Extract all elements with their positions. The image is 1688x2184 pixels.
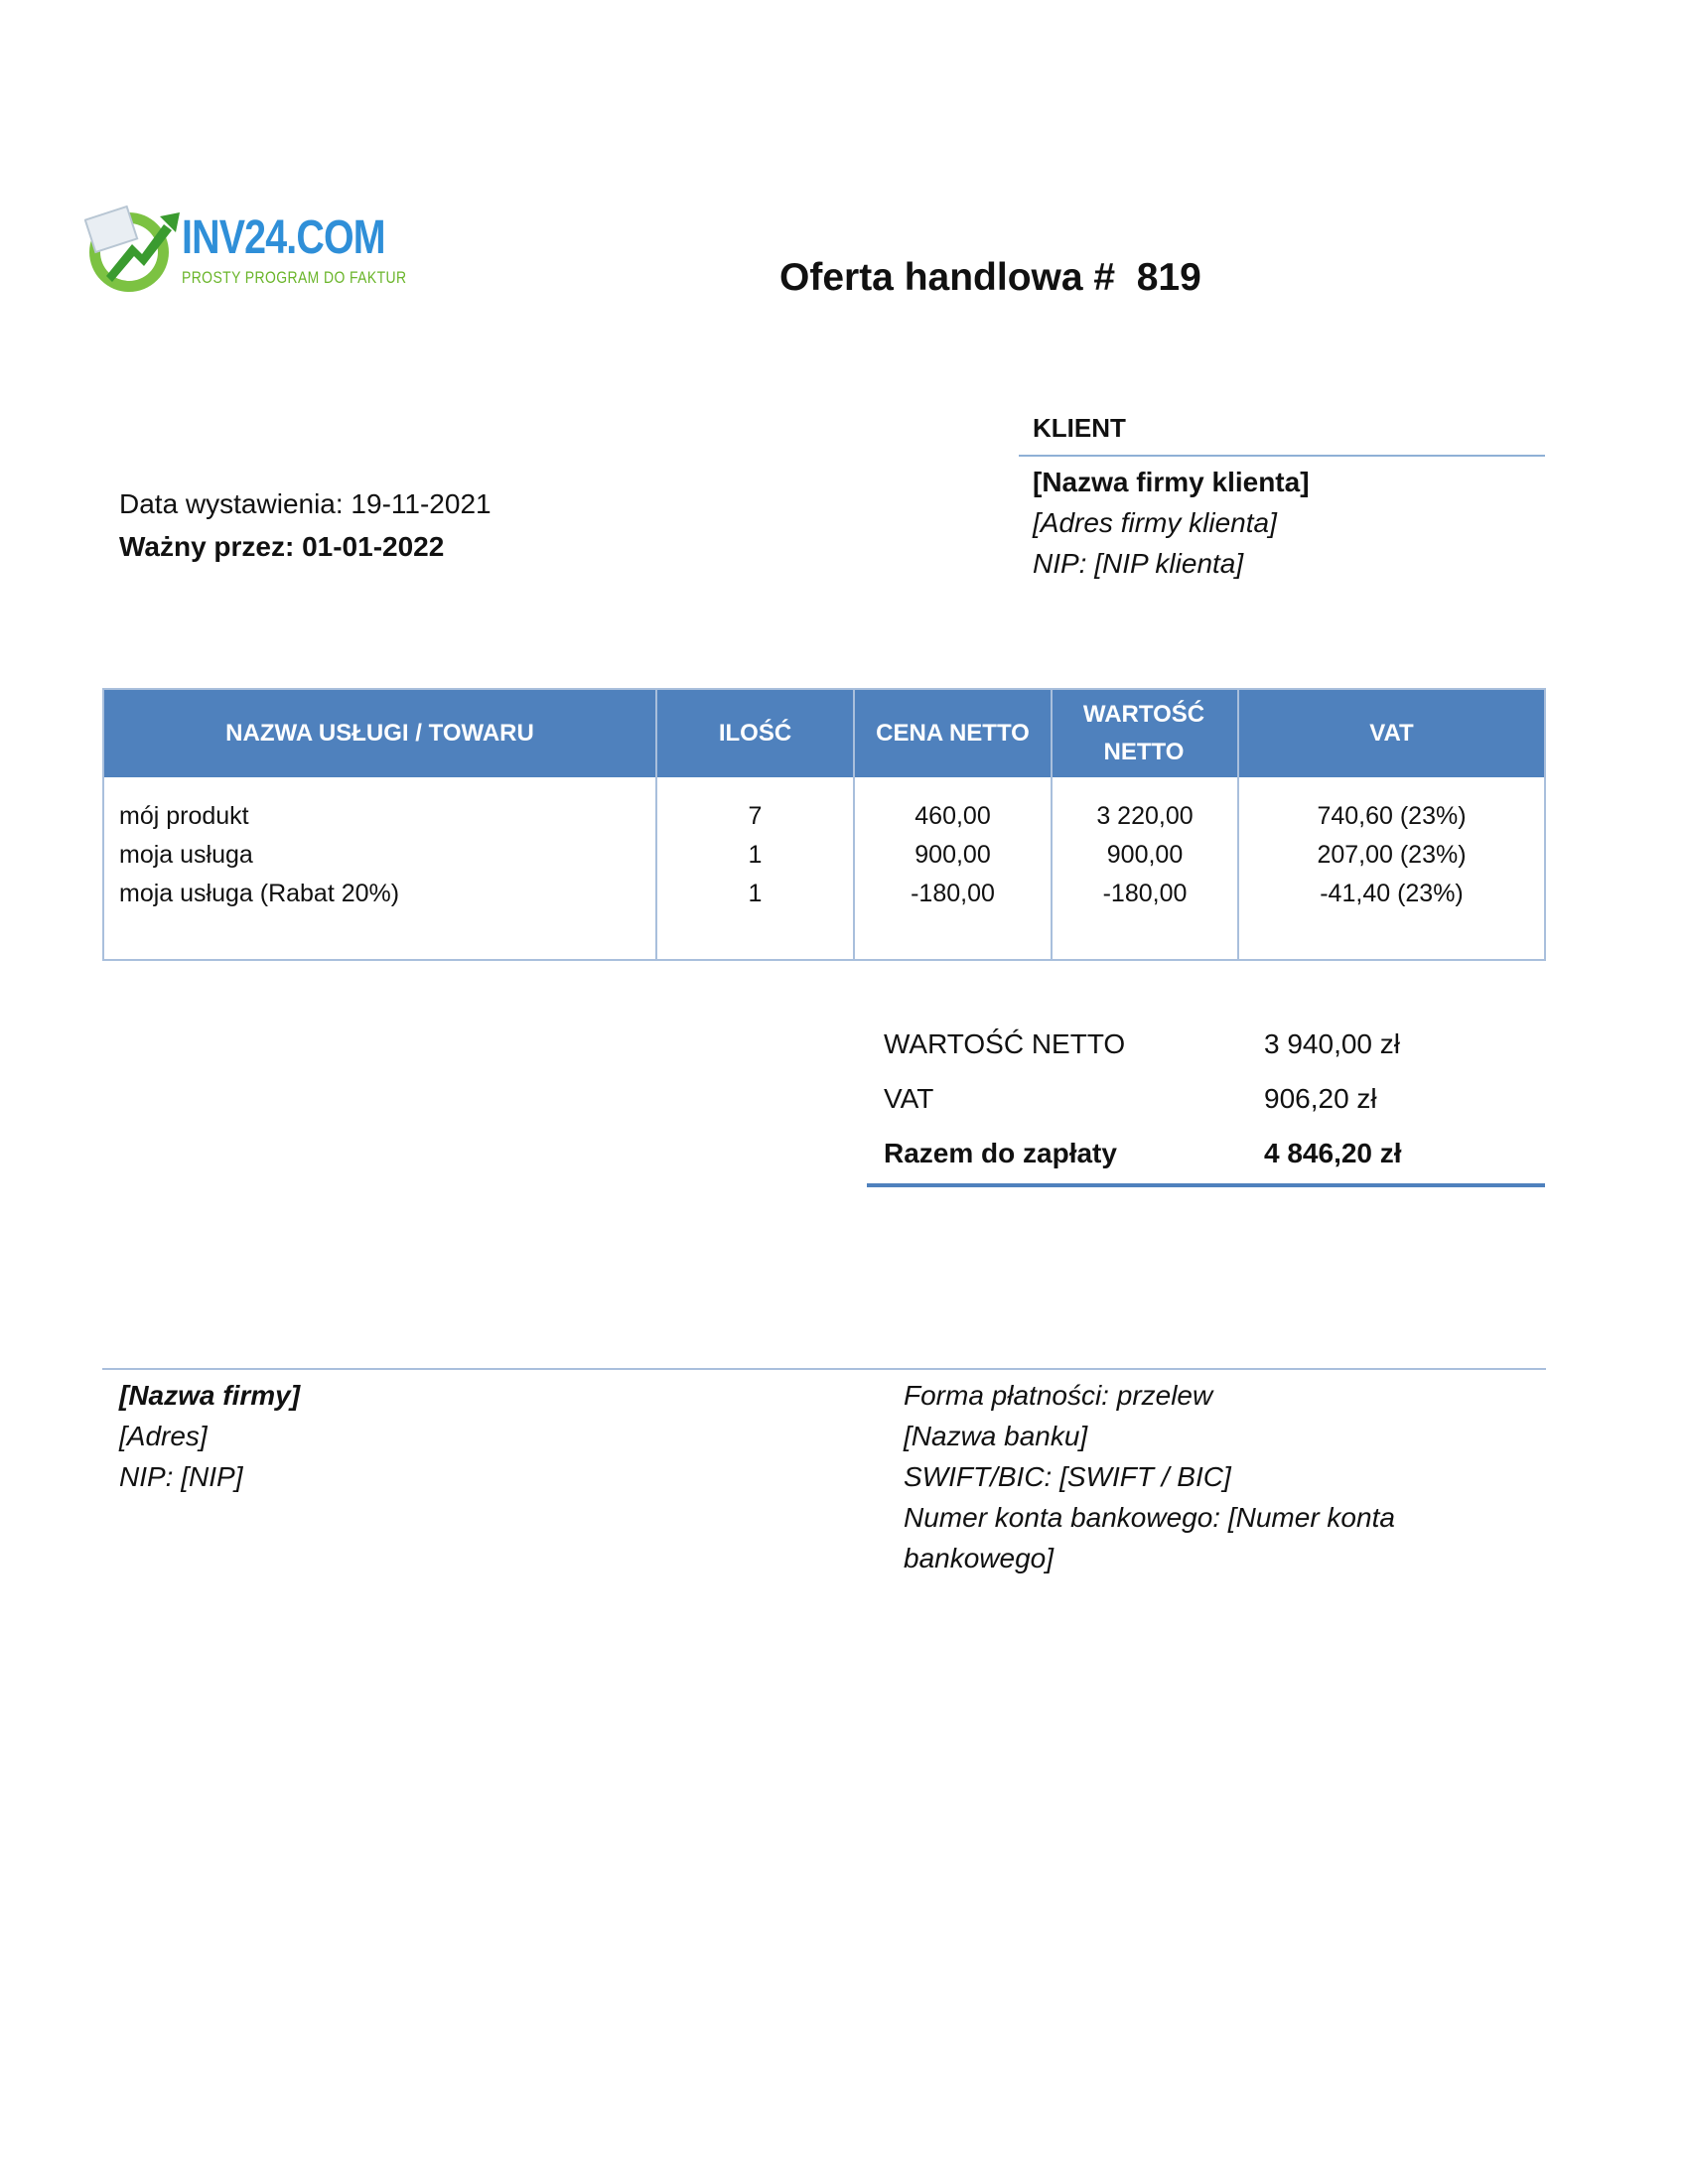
- items-table: [102, 688, 1546, 961]
- valid-until-date: Ważny przez: 01-01-2022: [119, 531, 445, 562]
- column-header-unit-net-price: CENA NETTO: [876, 720, 1030, 747]
- payment-method: Forma płatności: przelew: [904, 1380, 1213, 1411]
- column-header-vat: VAT: [1369, 720, 1414, 747]
- vat-total-value: 906,20 zł: [1264, 1083, 1377, 1114]
- item-quantity: 7: [748, 802, 763, 830]
- footer-divider: [102, 1368, 1546, 1370]
- client-heading: KLIENT: [1033, 413, 1126, 443]
- item-name: mój produkt: [119, 802, 249, 830]
- item-name: moja usługa: [119, 841, 253, 869]
- grand-total-label: Razem do zapłaty: [884, 1138, 1117, 1168]
- bank-account-number-continued: bankowego]: [904, 1543, 1055, 1573]
- column-header-quantity: ILOŚĆ: [718, 720, 792, 747]
- item-net-value: 3 220,00: [1096, 802, 1194, 830]
- client-name: [Nazwa firmy klienta]: [1033, 467, 1310, 497]
- seller-address: [Adres]: [119, 1421, 208, 1451]
- client-divider: [1019, 455, 1545, 457]
- vat-total-label: VAT: [884, 1083, 934, 1114]
- column-header-name: NAZWA USŁUGI / TOWARU: [225, 720, 534, 747]
- item-vat: 207,00 (23%): [1317, 841, 1467, 869]
- logo-subtitle: PROSTY PROGRAM DO FAKTUR: [182, 268, 407, 287]
- item-name: moja usługa (Rabat 20%): [119, 880, 400, 907]
- client-nip: NIP: [NIP klienta]: [1033, 548, 1244, 579]
- client-address: [Adres firmy klienta]: [1033, 507, 1277, 538]
- item-quantity: 1: [748, 841, 763, 869]
- swift-bic: SWIFT/BIC: [SWIFT / BIC]: [904, 1461, 1231, 1492]
- item-vat: 740,60 (23%): [1317, 802, 1467, 830]
- column-header-net-value: WARTOŚĆ NETTO: [1082, 701, 1205, 765]
- item-unit-net-price: 900,00: [914, 841, 991, 869]
- item-unit-net-price: -180,00: [911, 880, 995, 907]
- item-net-value: -180,00: [1102, 880, 1188, 907]
- item-net-value: 900,00: [1106, 841, 1184, 869]
- net-total-label: WARTOŚĆ NETTO: [884, 1028, 1126, 1059]
- grand-total-value: 4 846,20 zł: [1264, 1138, 1402, 1168]
- net-total-value: 3 940,00 zł: [1264, 1028, 1400, 1059]
- bank-account-number: Numer konta bankowego: [Numer konta: [904, 1502, 1395, 1533]
- item-quantity: 1: [748, 880, 763, 907]
- item-unit-net-price: 460,00: [914, 802, 991, 830]
- seller-nip: NIP: [NIP]: [119, 1461, 243, 1492]
- item-vat: -41,40 (23%): [1320, 880, 1464, 907]
- bank-name: [Nazwa banku]: [904, 1421, 1088, 1451]
- totals-divider: [867, 1183, 1545, 1187]
- issue-date: Data wystawienia: 19-11-2021: [119, 488, 492, 519]
- logo-title: INV24.COM: [182, 211, 385, 264]
- document-title: Oferta handlowa # 819: [779, 256, 1201, 299]
- seller-name: [Nazwa firmy]: [119, 1380, 301, 1411]
